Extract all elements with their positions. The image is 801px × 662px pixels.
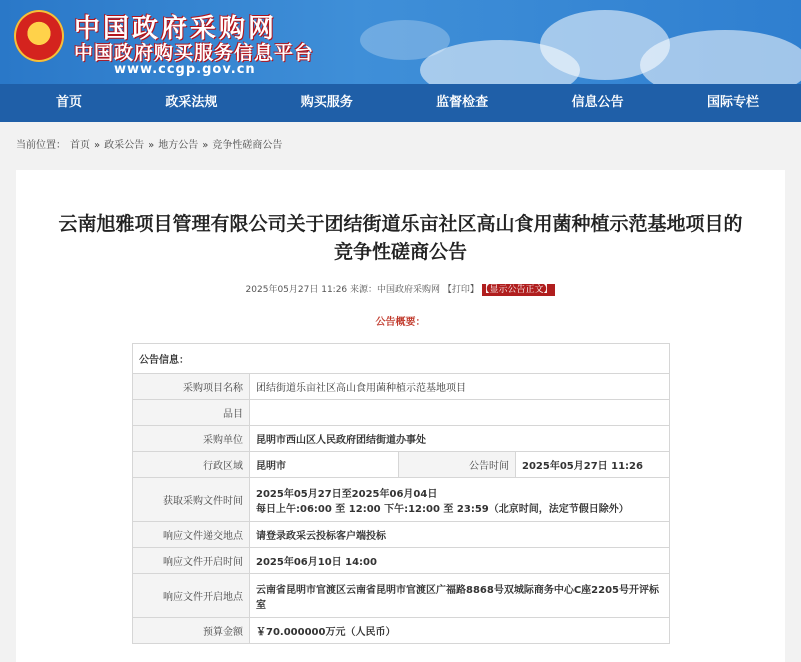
national-emblem-icon	[14, 10, 64, 62]
breadcrumb-current[interactable]: 竞争性磋商公告	[212, 140, 283, 151]
article-title-line2: 竞争性磋商公告	[333, 241, 467, 263]
submit-place-label: 响应文件递交地点	[133, 522, 250, 548]
region-value: 昆明市	[250, 452, 399, 478]
breadcrumb-sep: »	[148, 140, 155, 151]
doc-time-line2: 每日上午:06:00 至 12:00 下午:12:00 至 23:59（北京时间，法定节假日除外）	[256, 503, 629, 515]
buyer-label: 采购单位	[133, 426, 250, 452]
show-main-text-button[interactable]: 【显示公告正文】	[482, 284, 556, 296]
submit-place-value: 请登录政采云投标客户端投标	[250, 522, 670, 548]
open-time-value: 2025年06月10日 14:00	[250, 548, 670, 574]
breadcrumb-sep: »	[202, 140, 209, 151]
open-place-label: 响应文件开启地点	[133, 574, 250, 618]
category-value	[250, 400, 670, 426]
print-link[interactable]: 【打印】	[442, 285, 479, 295]
nav-services[interactable]: 购买服务	[300, 95, 353, 110]
project-name-label: 采购项目名称	[133, 374, 250, 400]
breadcrumb-prefix: 当前位置：	[16, 140, 66, 151]
summary-heading: 公告概要：	[375, 317, 426, 328]
nav-regulations[interactable]: 政采法规	[165, 95, 218, 110]
cloud-decoration	[360, 20, 450, 60]
buyer-value: 昆明市西山区人民政府团结街道办事处	[250, 426, 670, 452]
open-time-label: 响应文件开启时间	[133, 548, 250, 574]
site-subtitle: 中国政府购买服务信息平台	[74, 42, 315, 64]
nav-home[interactable]: 首页	[56, 95, 83, 110]
doc-time-value	[250, 478, 670, 522]
open-place-value: 云南省昆明市官渡区云南省昆明市官渡区广福路8868号双城际商务中心C座2205号开评标室	[250, 574, 670, 618]
region-label: 行政区域	[133, 452, 250, 478]
breadcrumb-local[interactable]: 地方公告	[158, 140, 199, 151]
category-label: 品目	[133, 400, 250, 426]
article-meta	[16, 282, 785, 295]
breadcrumb-procurement[interactable]: 政采公告	[104, 140, 145, 151]
announcement-info-table	[132, 343, 670, 644]
announce-time-value: 2025年05月27日 11:26	[516, 452, 670, 478]
doc-time-line1: 2025年05月27日至2025年06月04日	[256, 488, 438, 500]
site-url[interactable]: www.ccgp.gov.cn	[114, 62, 256, 77]
article-title	[16, 170, 785, 266]
article-title-line1: 云南旭雅项目管理有限公司关于团结街道乐亩社区高山食用菌种植示范基地项目的	[58, 213, 743, 235]
info-table-header: 公告信息：	[133, 344, 670, 374]
nav-supervision[interactable]: 监督检查	[436, 95, 489, 110]
nav-announcements[interactable]: 信息公告	[571, 95, 624, 110]
article-panel	[16, 170, 785, 662]
announce-time-label: 公告时间	[399, 452, 516, 478]
budget-label: 预算金额	[133, 618, 250, 644]
breadcrumb	[0, 122, 801, 170]
site-banner	[0, 0, 801, 84]
nav-international[interactable]: 国际专栏	[706, 95, 759, 110]
doc-time-label: 获取采购文件时间	[133, 478, 250, 522]
main-nav	[0, 84, 801, 122]
budget-value: ￥70.000000万元（人民币）	[250, 618, 670, 644]
article-source: 来源：中国政府采购网	[350, 285, 441, 295]
publish-date: 2025年05月27日 11:26	[245, 285, 348, 295]
breadcrumb-sep: »	[94, 140, 101, 151]
breadcrumb-home[interactable]: 首页	[70, 140, 90, 151]
project-name-value: 团结街道乐亩社区高山食用菌种植示范基地项目	[250, 374, 670, 400]
site-title[interactable]: 中国政府采购网	[74, 14, 278, 44]
